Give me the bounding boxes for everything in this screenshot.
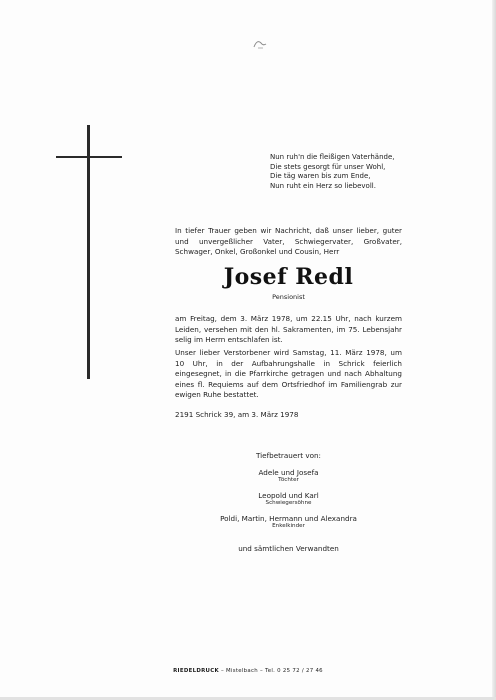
paper-mark-icon bbox=[252, 38, 268, 50]
memorial-poem bbox=[270, 153, 395, 191]
funeral-notice: Unser lieber Verstorbener wird Samstag, 11. März 1978, um 10 Uhr, in der Aufbahrungshalle in Schrick feierlich eingesegnet, in die Pfarrkirche getragen und nach Abhaltung eines fl. Requiems auf dem Ortsfriedhof im Familiengrab zur ewigen Ruhe bestattet. bbox=[175, 348, 402, 399]
cross-crossbar bbox=[56, 156, 122, 158]
death-notice: am Freitag, dem 3. März 1978, um 22.15 Uhr, nach kurzem Leiden, versehen mit den hl. Sakramenten, im 75. Lebensjahr selig im Herrn entschlafen ist. bbox=[175, 314, 402, 344]
mourners-list bbox=[175, 468, 402, 537]
announcement-intro: In tiefer Trauer geben wir Nachricht, daß unser lieber, guter und unvergeßlicher Vater, Schwiegervater, Großvater, Schwager, Onkel, Großonkel und Cousin, Herr bbox=[175, 226, 402, 256]
paper-edge-right bbox=[492, 0, 496, 700]
poem-line: Nun ruh'n die fleißigen Vaterhände, bbox=[270, 153, 395, 161]
mourner-relation: Töchter bbox=[278, 477, 299, 483]
mourner-relation: Enkelkinder bbox=[272, 523, 305, 529]
mourner-group bbox=[175, 468, 402, 484]
deceased-occupation: Pensionist bbox=[272, 293, 305, 301]
printer-name: RIEDELDRUCK bbox=[173, 668, 219, 674]
poem-line: Die stets gesorgt für unser Wohl, bbox=[270, 162, 386, 171]
printer-town: Mistelbach bbox=[226, 668, 258, 674]
mourner-group bbox=[175, 491, 402, 507]
mourner-names: Adele und Josefa bbox=[258, 468, 319, 477]
mourner-names: Poldi, Martin, Hermann und Alexandra bbox=[220, 514, 357, 523]
poem-line: Die täg waren bis zum Ende, bbox=[270, 172, 371, 180]
poem-line: Nun ruht ein Herz so liebevoll. bbox=[270, 181, 376, 190]
cross-icon bbox=[87, 125, 90, 379]
mourners-heading: Tiefbetrauert von: bbox=[256, 451, 321, 460]
printer-imprint: RIEDELDRUCK – Mistelbach – Tel. 0 25 72 / 27 46 bbox=[173, 668, 323, 674]
mourner-names: Leopold und Karl bbox=[258, 491, 319, 500]
mourner-relation: Schwiegersöhne bbox=[265, 500, 312, 506]
printer-phone: Tel. 0 25 72 / 27 46 bbox=[265, 668, 323, 674]
closing-line: und sämtlichen Verwandten bbox=[238, 544, 339, 553]
mourner-group bbox=[175, 514, 402, 530]
place-and-date: 2191 Schrick 39, am 3. März 1978 bbox=[175, 410, 299, 419]
deceased-name: Josef Redl bbox=[223, 264, 354, 290]
